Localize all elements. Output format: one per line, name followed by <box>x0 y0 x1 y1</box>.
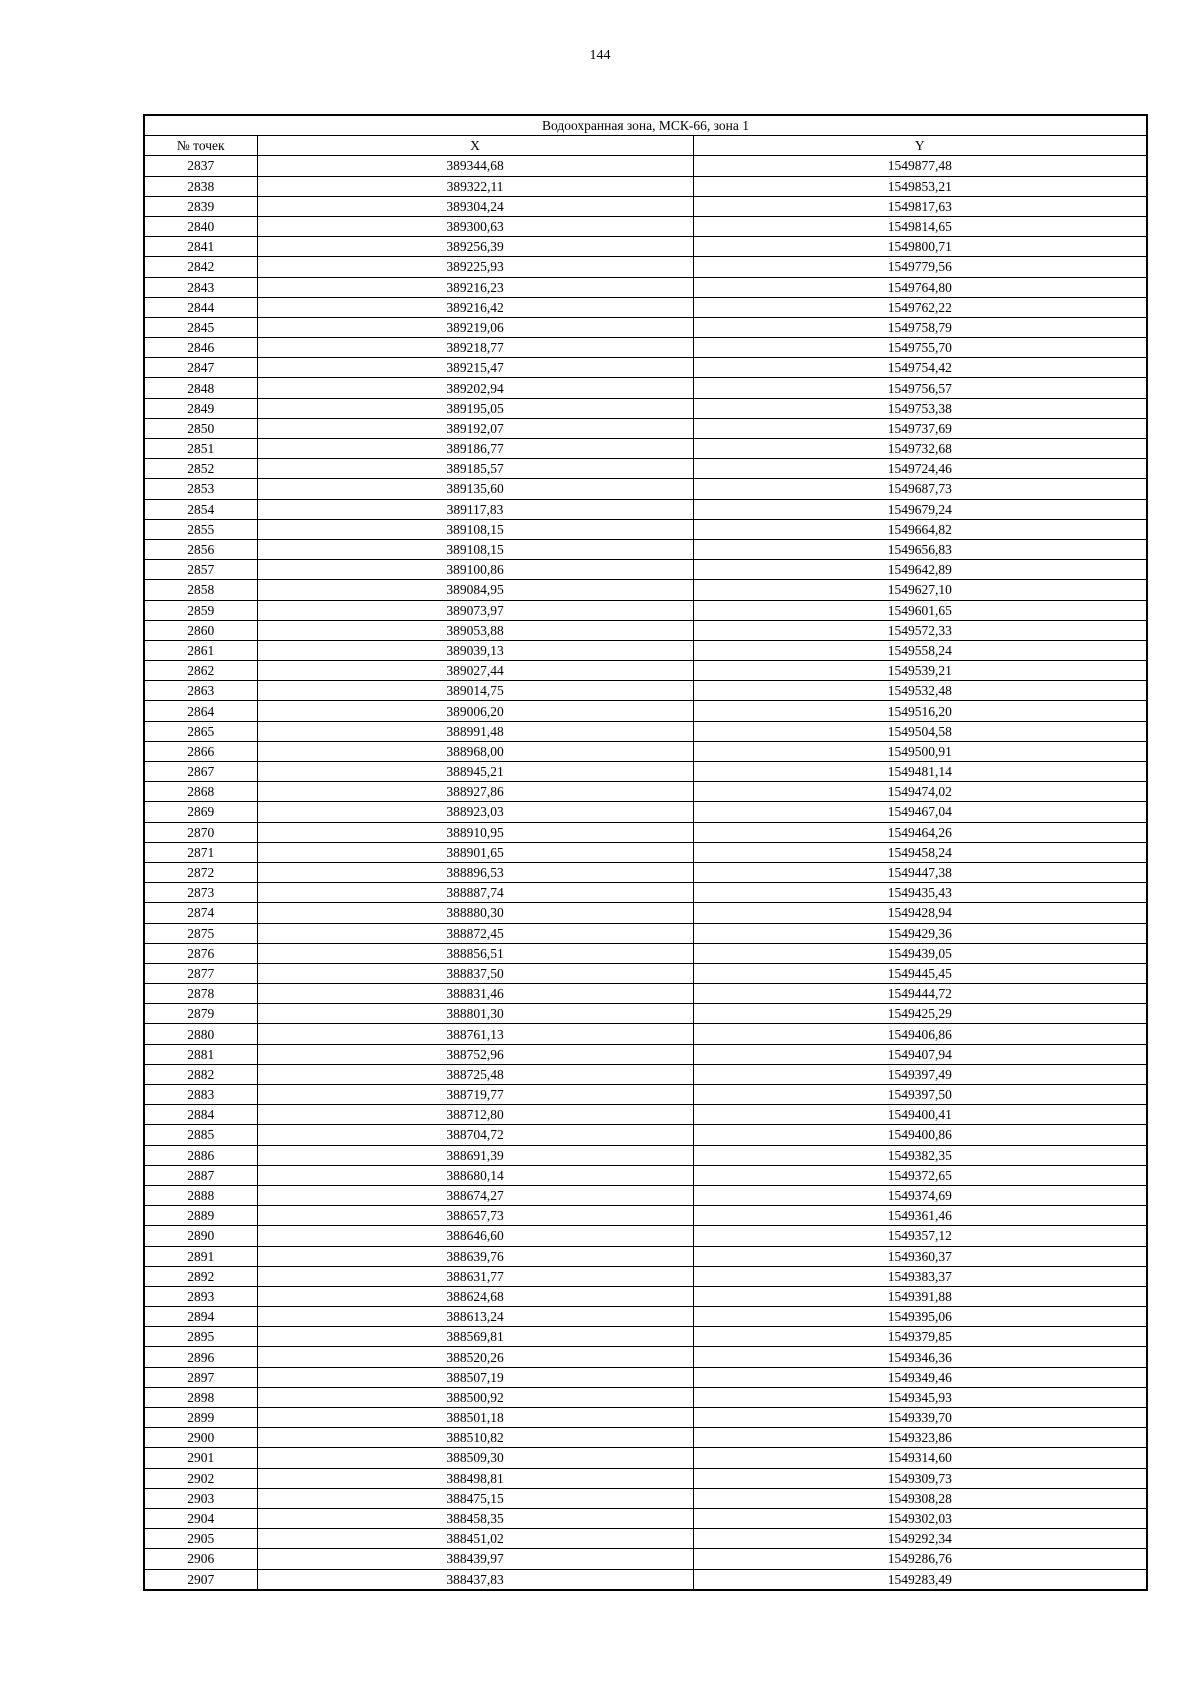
point-number-cell: 2838 <box>144 176 257 196</box>
y-cell: 1549379,85 <box>693 1327 1147 1347</box>
x-cell: 388520,26 <box>257 1347 693 1367</box>
point-number-cell: 2854 <box>144 499 257 519</box>
table-row <box>144 1569 1147 1590</box>
table-row <box>144 1367 1147 1387</box>
table-row <box>144 1206 1147 1226</box>
y-cell: 1549292,34 <box>693 1529 1147 1549</box>
table-row <box>144 439 1147 459</box>
y-cell: 1549679,24 <box>693 499 1147 519</box>
table-row <box>144 237 1147 257</box>
table-row <box>144 640 1147 660</box>
point-number-cell: 2888 <box>144 1185 257 1205</box>
point-number-cell: 2900 <box>144 1428 257 1448</box>
point-number-cell: 2851 <box>144 439 257 459</box>
table-row <box>144 1549 1147 1569</box>
x-cell: 388631,77 <box>257 1266 693 1286</box>
x-cell: 388712,80 <box>257 1105 693 1125</box>
point-number-cell: 2849 <box>144 398 257 418</box>
x-cell: 388510,82 <box>257 1428 693 1448</box>
y-cell: 1549764,80 <box>693 277 1147 297</box>
table-row <box>144 539 1147 559</box>
y-cell: 1549439,05 <box>693 943 1147 963</box>
x-cell: 389344,68 <box>257 156 693 176</box>
point-number-cell: 2837 <box>144 156 257 176</box>
x-cell: 389108,15 <box>257 539 693 559</box>
table-row <box>144 1125 1147 1145</box>
x-cell: 388451,02 <box>257 1529 693 1549</box>
table-row <box>144 297 1147 317</box>
y-cell: 1549428,94 <box>693 903 1147 923</box>
point-number-cell: 2850 <box>144 418 257 438</box>
x-cell: 388910,95 <box>257 822 693 842</box>
table-row <box>144 822 1147 842</box>
y-cell: 1549642,89 <box>693 560 1147 580</box>
point-number-cell: 2844 <box>144 297 257 317</box>
y-cell: 1549383,37 <box>693 1266 1147 1286</box>
point-number-cell: 2886 <box>144 1145 257 1165</box>
point-number-cell: 2890 <box>144 1226 257 1246</box>
x-cell: 388880,30 <box>257 903 693 923</box>
x-cell: 389100,86 <box>257 560 693 580</box>
y-cell: 1549374,69 <box>693 1185 1147 1205</box>
y-cell: 1549758,79 <box>693 317 1147 337</box>
table-row <box>144 943 1147 963</box>
x-cell: 389304,24 <box>257 196 693 216</box>
point-number-cell: 2904 <box>144 1508 257 1528</box>
y-cell: 1549407,94 <box>693 1044 1147 1064</box>
point-number-cell: 2884 <box>144 1105 257 1125</box>
y-cell: 1549762,22 <box>693 297 1147 317</box>
y-cell: 1549400,86 <box>693 1125 1147 1145</box>
x-cell: 389215,47 <box>257 358 693 378</box>
table-row <box>144 1448 1147 1468</box>
y-cell: 1549382,35 <box>693 1145 1147 1165</box>
table-row <box>144 1286 1147 1306</box>
x-cell: 388437,83 <box>257 1569 693 1590</box>
table-row <box>144 1347 1147 1367</box>
coordinates-table <box>143 114 1148 1591</box>
point-number-cell: 2873 <box>144 883 257 903</box>
point-number-cell: 2897 <box>144 1367 257 1387</box>
point-number-cell: 2896 <box>144 1347 257 1367</box>
x-cell: 388991,48 <box>257 721 693 741</box>
point-number-cell: 2902 <box>144 1468 257 1488</box>
table-row <box>144 317 1147 337</box>
table-row <box>144 560 1147 580</box>
table-row <box>144 1085 1147 1105</box>
y-cell: 1549435,43 <box>693 883 1147 903</box>
point-number-cell: 2871 <box>144 842 257 862</box>
point-number-cell: 2869 <box>144 802 257 822</box>
y-cell: 1549601,65 <box>693 600 1147 620</box>
y-cell: 1549397,50 <box>693 1085 1147 1105</box>
table-row <box>144 802 1147 822</box>
y-cell: 1549687,73 <box>693 479 1147 499</box>
table-row <box>144 1044 1147 1064</box>
y-cell: 1549447,38 <box>693 862 1147 882</box>
y-cell: 1549286,76 <box>693 1549 1147 1569</box>
y-cell: 1549314,60 <box>693 1448 1147 1468</box>
x-cell: 389006,20 <box>257 701 693 721</box>
point-number-cell: 2853 <box>144 479 257 499</box>
table-row <box>144 1408 1147 1428</box>
x-cell: 388458,35 <box>257 1508 693 1528</box>
y-cell: 1549558,24 <box>693 640 1147 660</box>
x-cell: 389256,39 <box>257 237 693 257</box>
x-cell: 388680,14 <box>257 1165 693 1185</box>
y-cell: 1549346,36 <box>693 1347 1147 1367</box>
y-cell: 1549372,65 <box>693 1165 1147 1185</box>
x-cell: 389218,77 <box>257 338 693 358</box>
x-cell: 388500,92 <box>257 1387 693 1407</box>
y-cell: 1549444,72 <box>693 984 1147 1004</box>
x-cell: 388927,86 <box>257 782 693 802</box>
x-cell: 388837,50 <box>257 963 693 983</box>
x-cell: 389108,15 <box>257 519 693 539</box>
x-cell: 388439,97 <box>257 1549 693 1569</box>
y-cell: 1549737,69 <box>693 418 1147 438</box>
table-row <box>144 277 1147 297</box>
table-row <box>144 741 1147 761</box>
table-row <box>144 681 1147 701</box>
table-row <box>144 519 1147 539</box>
point-number-cell: 2879 <box>144 1004 257 1024</box>
x-cell: 388831,46 <box>257 984 693 1004</box>
table-row <box>144 600 1147 620</box>
point-number-cell: 2899 <box>144 1408 257 1428</box>
x-cell: 389053,88 <box>257 620 693 640</box>
table-row <box>144 1387 1147 1407</box>
x-cell: 389014,75 <box>257 681 693 701</box>
y-cell: 1549500,91 <box>693 741 1147 761</box>
x-cell: 388901,65 <box>257 842 693 862</box>
point-number-cell: 2893 <box>144 1286 257 1306</box>
table-row <box>144 358 1147 378</box>
point-number-cell: 2858 <box>144 580 257 600</box>
table-row <box>144 620 1147 640</box>
point-number-cell: 2857 <box>144 560 257 580</box>
point-number-cell: 2875 <box>144 923 257 943</box>
y-cell: 1549474,02 <box>693 782 1147 802</box>
y-cell: 1549308,28 <box>693 1488 1147 1508</box>
x-cell: 389117,83 <box>257 499 693 519</box>
x-cell: 389216,23 <box>257 277 693 297</box>
x-cell: 388507,19 <box>257 1367 693 1387</box>
y-cell: 1549302,03 <box>693 1508 1147 1528</box>
y-cell: 1549572,33 <box>693 620 1147 640</box>
table-row <box>144 923 1147 943</box>
point-number-cell: 2845 <box>144 317 257 337</box>
point-number-cell: 2878 <box>144 984 257 1004</box>
point-number-cell: 2847 <box>144 358 257 378</box>
point-number-cell: 2891 <box>144 1246 257 1266</box>
table-row <box>144 1004 1147 1024</box>
table-row <box>144 1508 1147 1528</box>
table-header-row <box>144 136 1147 156</box>
point-number-cell: 2907 <box>144 1569 257 1590</box>
point-number-cell: 2894 <box>144 1307 257 1327</box>
x-cell: 388896,53 <box>257 862 693 882</box>
x-cell: 388639,76 <box>257 1246 693 1266</box>
y-cell: 1549283,49 <box>693 1569 1147 1590</box>
table-row <box>144 1105 1147 1125</box>
x-cell: 388501,18 <box>257 1408 693 1428</box>
table-row <box>144 1064 1147 1084</box>
point-number-cell: 2885 <box>144 1125 257 1145</box>
table-row <box>144 984 1147 1004</box>
table-row <box>144 1165 1147 1185</box>
point-number-cell: 2870 <box>144 822 257 842</box>
table-row <box>144 580 1147 600</box>
table-title-row <box>144 115 1147 136</box>
point-number-cell: 2895 <box>144 1327 257 1347</box>
point-number-cell: 2872 <box>144 862 257 882</box>
y-cell: 1549406,86 <box>693 1024 1147 1044</box>
table-row <box>144 1468 1147 1488</box>
point-number-cell: 2864 <box>144 701 257 721</box>
table-row <box>144 782 1147 802</box>
x-cell: 388569,81 <box>257 1327 693 1347</box>
table-row <box>144 378 1147 398</box>
x-cell: 389322,11 <box>257 176 693 196</box>
y-cell: 1549853,21 <box>693 176 1147 196</box>
x-cell: 388475,15 <box>257 1488 693 1508</box>
y-cell: 1549539,21 <box>693 661 1147 681</box>
table-row <box>144 196 1147 216</box>
table-row <box>144 862 1147 882</box>
x-cell: 388725,48 <box>257 1064 693 1084</box>
point-number-cell: 2842 <box>144 257 257 277</box>
point-number-cell: 2892 <box>144 1266 257 1286</box>
y-cell: 1549800,71 <box>693 237 1147 257</box>
y-cell: 1549395,06 <box>693 1307 1147 1327</box>
point-number-cell: 2867 <box>144 762 257 782</box>
table-row <box>144 883 1147 903</box>
y-cell: 1549467,04 <box>693 802 1147 822</box>
y-cell: 1549400,41 <box>693 1105 1147 1125</box>
table-row <box>144 903 1147 923</box>
x-cell: 388704,72 <box>257 1125 693 1145</box>
header-x: X <box>257 136 693 156</box>
x-cell: 388498,81 <box>257 1468 693 1488</box>
table-row <box>144 1428 1147 1448</box>
point-number-cell: 2889 <box>144 1206 257 1226</box>
table-row <box>144 1488 1147 1508</box>
y-cell: 1549361,46 <box>693 1206 1147 1226</box>
table-row <box>144 762 1147 782</box>
y-cell: 1549323,86 <box>693 1428 1147 1448</box>
x-cell: 389186,77 <box>257 439 693 459</box>
x-cell: 388509,30 <box>257 1448 693 1468</box>
x-cell: 389073,97 <box>257 600 693 620</box>
y-cell: 1549464,26 <box>693 822 1147 842</box>
header-point-number: № точек <box>144 136 257 156</box>
x-cell: 388872,45 <box>257 923 693 943</box>
header-y: Y <box>693 136 1147 156</box>
point-number-cell: 2868 <box>144 782 257 802</box>
y-cell: 1549732,68 <box>693 439 1147 459</box>
table-row <box>144 721 1147 741</box>
table-title: Водоохранная зона, МСК-66, зона 1 <box>144 115 1147 136</box>
point-number-cell: 2874 <box>144 903 257 923</box>
y-cell: 1549754,42 <box>693 358 1147 378</box>
y-cell: 1549664,82 <box>693 519 1147 539</box>
x-cell: 389135,60 <box>257 479 693 499</box>
x-cell: 389300,63 <box>257 216 693 236</box>
y-cell: 1549345,93 <box>693 1387 1147 1407</box>
x-cell: 389216,42 <box>257 297 693 317</box>
y-cell: 1549779,56 <box>693 257 1147 277</box>
table-row <box>144 418 1147 438</box>
y-cell: 1549814,65 <box>693 216 1147 236</box>
y-cell: 1549349,46 <box>693 1367 1147 1387</box>
point-number-cell: 2883 <box>144 1085 257 1105</box>
table-row <box>144 338 1147 358</box>
y-cell: 1549504,58 <box>693 721 1147 741</box>
x-cell: 389039,13 <box>257 640 693 660</box>
x-cell: 389202,94 <box>257 378 693 398</box>
y-cell: 1549425,29 <box>693 1004 1147 1024</box>
point-number-cell: 2852 <box>144 459 257 479</box>
x-cell: 388801,30 <box>257 1004 693 1024</box>
x-cell: 388624,68 <box>257 1286 693 1306</box>
x-cell: 389185,57 <box>257 459 693 479</box>
x-cell: 389195,05 <box>257 398 693 418</box>
y-cell: 1549656,83 <box>693 539 1147 559</box>
y-cell: 1549309,73 <box>693 1468 1147 1488</box>
point-number-cell: 2841 <box>144 237 257 257</box>
point-number-cell: 2866 <box>144 741 257 761</box>
table-row <box>144 257 1147 277</box>
point-number-cell: 2898 <box>144 1387 257 1407</box>
point-number-cell: 2905 <box>144 1529 257 1549</box>
point-number-cell: 2880 <box>144 1024 257 1044</box>
point-number-cell: 2863 <box>144 681 257 701</box>
y-cell: 1549445,45 <box>693 963 1147 983</box>
x-cell: 388887,74 <box>257 883 693 903</box>
point-number-cell: 2848 <box>144 378 257 398</box>
point-number-cell: 2906 <box>144 1549 257 1569</box>
y-cell: 1549877,48 <box>693 156 1147 176</box>
point-number-cell: 2882 <box>144 1064 257 1084</box>
x-cell: 389027,44 <box>257 661 693 681</box>
table-row <box>144 661 1147 681</box>
y-cell: 1549817,63 <box>693 196 1147 216</box>
x-cell: 389225,93 <box>257 257 693 277</box>
x-cell: 388968,00 <box>257 741 693 761</box>
table-row <box>144 1307 1147 1327</box>
point-number-cell: 2903 <box>144 1488 257 1508</box>
table-row <box>144 176 1147 196</box>
x-cell: 388657,73 <box>257 1206 693 1226</box>
table-row <box>144 1024 1147 1044</box>
point-number-cell: 2901 <box>144 1448 257 1468</box>
x-cell: 388945,21 <box>257 762 693 782</box>
point-number-cell: 2877 <box>144 963 257 983</box>
table-row <box>144 1185 1147 1205</box>
point-number-cell: 2881 <box>144 1044 257 1064</box>
y-cell: 1549458,24 <box>693 842 1147 862</box>
table-row <box>144 398 1147 418</box>
y-cell: 1549756,57 <box>693 378 1147 398</box>
point-number-cell: 2861 <box>144 640 257 660</box>
point-number-cell: 2887 <box>144 1165 257 1185</box>
table-row <box>144 1529 1147 1549</box>
table-row <box>144 963 1147 983</box>
x-cell: 389219,06 <box>257 317 693 337</box>
table-row <box>144 1266 1147 1286</box>
x-cell: 389084,95 <box>257 580 693 600</box>
x-cell: 388761,13 <box>257 1024 693 1044</box>
point-number-cell: 2859 <box>144 600 257 620</box>
table-row <box>144 459 1147 479</box>
table-row <box>144 1145 1147 1165</box>
y-cell: 1549397,49 <box>693 1064 1147 1084</box>
table-row <box>144 842 1147 862</box>
table-row <box>144 156 1147 176</box>
x-cell: 388752,96 <box>257 1044 693 1064</box>
table-row <box>144 1327 1147 1347</box>
table-body <box>144 156 1147 1590</box>
y-cell: 1549755,70 <box>693 338 1147 358</box>
y-cell: 1549753,38 <box>693 398 1147 418</box>
y-cell: 1549391,88 <box>693 1286 1147 1306</box>
point-number-cell: 2865 <box>144 721 257 741</box>
table-row <box>144 1226 1147 1246</box>
point-number-cell: 2876 <box>144 943 257 963</box>
y-cell: 1549481,14 <box>693 762 1147 782</box>
x-cell: 388674,27 <box>257 1185 693 1205</box>
point-number-cell: 2846 <box>144 338 257 358</box>
point-number-cell: 2855 <box>144 519 257 539</box>
x-cell: 389192,07 <box>257 418 693 438</box>
x-cell: 388923,03 <box>257 802 693 822</box>
table-row <box>144 1246 1147 1266</box>
x-cell: 388856,51 <box>257 943 693 963</box>
y-cell: 1549532,48 <box>693 681 1147 701</box>
point-number-cell: 2839 <box>144 196 257 216</box>
y-cell: 1549516,20 <box>693 701 1147 721</box>
point-number-cell: 2843 <box>144 277 257 297</box>
table-row <box>144 701 1147 721</box>
y-cell: 1549429,36 <box>693 923 1147 943</box>
x-cell: 388719,77 <box>257 1085 693 1105</box>
point-number-cell: 2840 <box>144 216 257 236</box>
point-number-cell: 2856 <box>144 539 257 559</box>
x-cell: 388646,60 <box>257 1226 693 1246</box>
y-cell: 1549360,37 <box>693 1246 1147 1266</box>
point-number-cell: 2862 <box>144 661 257 681</box>
x-cell: 388691,39 <box>257 1145 693 1165</box>
y-cell: 1549339,70 <box>693 1408 1147 1428</box>
table-row <box>144 499 1147 519</box>
x-cell: 388613,24 <box>257 1307 693 1327</box>
page-number: 144 <box>589 48 611 63</box>
y-cell: 1549357,12 <box>693 1226 1147 1246</box>
y-cell: 1549724,46 <box>693 459 1147 479</box>
table-row <box>144 479 1147 499</box>
table-row <box>144 216 1147 236</box>
point-number-cell: 2860 <box>144 620 257 640</box>
y-cell: 1549627,10 <box>693 580 1147 600</box>
